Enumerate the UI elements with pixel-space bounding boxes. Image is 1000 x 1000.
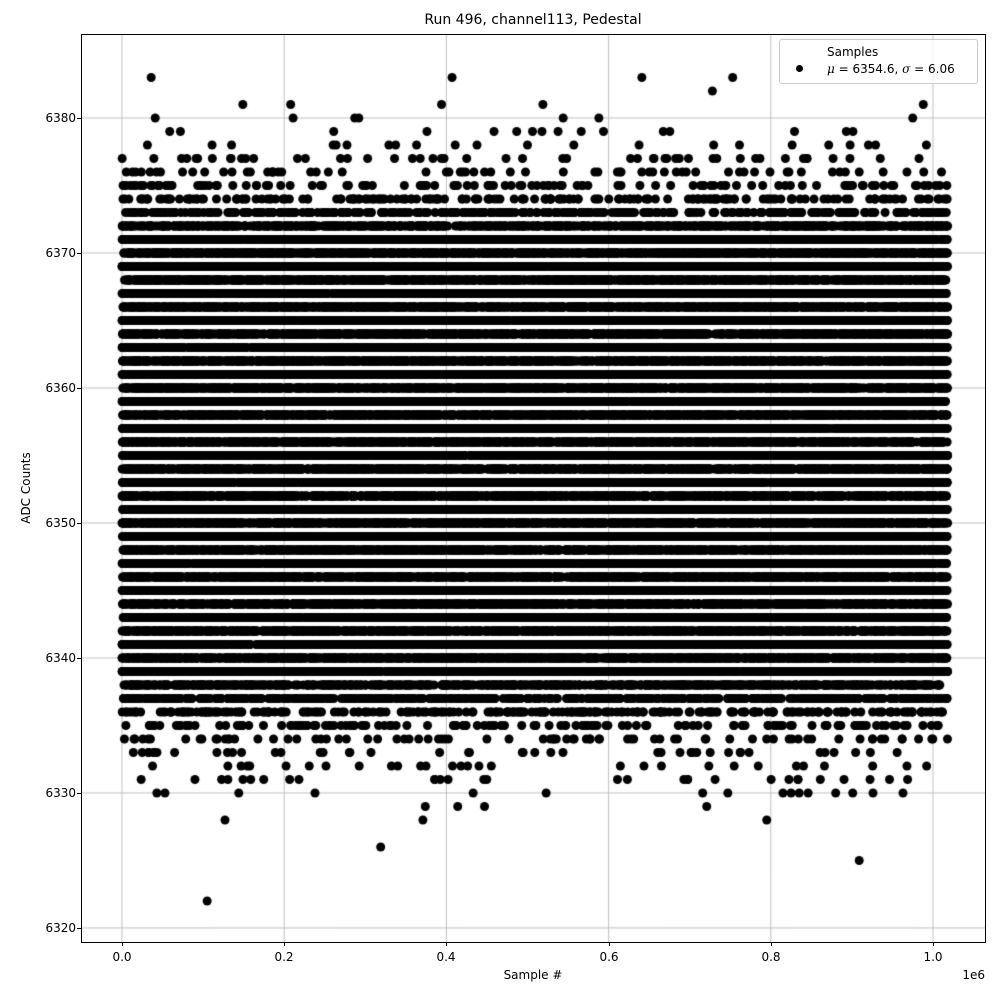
y-tick-mark [77, 658, 81, 659]
x-tick-label: 0.6 [599, 950, 619, 964]
legend [779, 39, 978, 84]
y-tick-label: 6340 [45, 651, 76, 665]
y-tick-mark [77, 928, 81, 929]
y-tick-mark [77, 118, 81, 119]
sigma-symbol: σ [902, 62, 911, 76]
x-axis-offset-label: 1e6 [962, 968, 985, 982]
y-tick-mark [77, 793, 81, 794]
y-tick-label: 6330 [45, 786, 76, 800]
y-tick-mark [77, 253, 81, 254]
x-tick-mark [771, 942, 772, 946]
y-tick-label: 6320 [45, 921, 76, 935]
plot-area [81, 34, 986, 943]
legend-entry [827, 44, 955, 78]
x-tick-label: 0.2 [274, 950, 294, 964]
legend-label-line1: Samples [827, 45, 879, 59]
y-tick-mark [77, 523, 81, 524]
y-tick-label: 6380 [45, 111, 76, 125]
x-axis-label: Sample # [503, 968, 563, 982]
chart-title: Run 496, channel113, Pedestal [424, 12, 642, 28]
mu-symbol: μ [827, 62, 835, 76]
y-tick-label: 6360 [45, 381, 76, 395]
sigma-value: = 6.06 [910, 62, 955, 76]
x-tick-mark [933, 942, 934, 946]
y-axis-label: ADC Counts [19, 452, 33, 524]
x-tick-mark [122, 942, 123, 946]
x-tick-label: 1.0 [923, 950, 943, 964]
y-tick-label: 6350 [45, 516, 76, 530]
x-tick-label: 0.0 [112, 950, 132, 964]
legend-sample-marker-icon [796, 65, 803, 72]
x-tick-label: 0.4 [436, 950, 456, 964]
x-tick-mark [284, 942, 285, 946]
scatter-canvas [82, 35, 985, 942]
y-tick-mark [77, 388, 81, 389]
x-tick-label: 0.8 [761, 950, 781, 964]
mu-value: = 6354.6, [834, 62, 903, 76]
x-tick-mark [446, 942, 447, 946]
legend-label-line2 [827, 61, 955, 78]
x-tick-mark [609, 942, 610, 946]
y-tick-label: 6370 [45, 246, 76, 260]
